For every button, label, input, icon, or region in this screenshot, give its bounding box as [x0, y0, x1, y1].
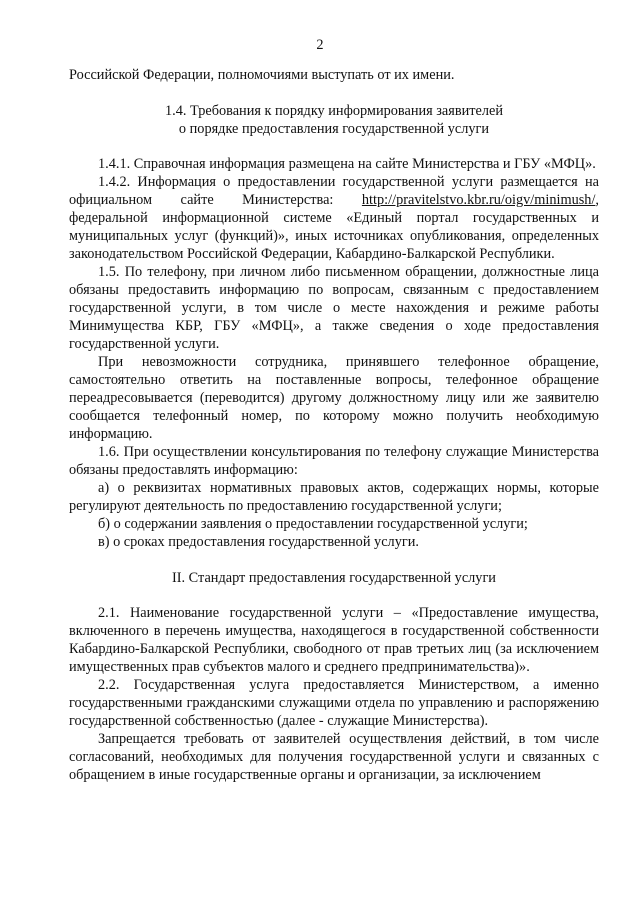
paragraph-2-1: 2.1. Наименование государственной услуги – «Предоставление имущества, включенного в перечень имущества, находящегося в государственной собственности Кабардино-Балкарской Республики, свободного от прав третьих лиц (за исключением имущественных прав субъектов малого и среднего предпринимательства)».	[69, 605, 599, 675]
ministry-website-link[interactable]: http://pravitelstvo.kbr.ru/oigv/minimush/	[361, 192, 596, 208]
list-item-a: а) о реквизитах нормативных правовых актов, содержащих нормы, которые регулируют деятельность по предоставлению государственной услуги;	[69, 480, 599, 514]
section-heading-1-4	[69, 102, 599, 138]
paragraph-2-2: 2.2. Государственная услуга предоставляется Министерством, а именно государственными гражданскими служащими отдела по управлению и распоряжению государственной собственностью (далее - служащие Министерства).	[69, 677, 599, 729]
paragraph-1-4-2-text-b: , федеральной информационной системе «Единый портал государственных и муниципальных услуг (функций)», иных источниках опубликования, определенных законодательством Российской Федерации, Кабардино-Балкарской Республики.	[69, 192, 599, 262]
paragraph-1-6: 1.6. При осуществлении консультирования по телефону служащие Министерства обязаны предоставлять информацию:	[69, 444, 599, 478]
paragraph-1-4-2-text-a: 1.4.2. Информация о предоставлении государственной услуги размещается на официальном сайте Министерства:	[69, 174, 599, 208]
page-number: 2	[316, 37, 324, 53]
paragraph-1-4-1: 1.4.1. Справочная информация размещена на сайте Министерства и ГБУ «МФЦ».	[98, 156, 596, 172]
paragraph-1-4-2	[69, 173, 599, 263]
heading-ii-title: II. Стандарт предоставления государственной услуги	[172, 570, 496, 586]
heading-line-1: 1.4. Требования к порядку информирования заявителей	[165, 103, 503, 119]
list-item-c: в) о сроках предоставления государственной услуги.	[98, 534, 419, 550]
paragraph-2-2-continued: Запрещается требовать от заявителей осуществления действий, в том числе согласований, необходимых для получения государственной услуги и связанных с обращением в иные государственные органы и организации, за исключением	[69, 731, 599, 783]
paragraph-1-5-continued: При невозможности сотрудника, принявшего телефонное обращение, самостоятельно ответить на поставленные вопросы, телефонное обращение переадресовывается (переводится) другому должностному лицу или же заявителю сообщается телефонный номер, по которому можно получить необходимую информацию.	[69, 354, 599, 442]
heading-line-2: о порядке предоставления государственной услуги	[178, 121, 490, 137]
document-body	[69, 66, 599, 784]
paragraph-continuation: Российской Федерации, полномочиями выступать от их имени.	[69, 67, 455, 83]
paragraph-1-5: 1.5. По телефону, при личном либо письменном обращении, должностные лица обязаны предоставить информацию по вопросам, связанным с предоставлением государственной услуги, в том числе о месте нахождения и режиме работы Минимущества КБР, ГБУ «МФЦ», а также сведения о ходе предоставления государственной услуги.	[69, 264, 599, 352]
section-heading-ii	[69, 569, 599, 587]
list-item-b: б) о содержании заявления о предоставлении государственной услуги;	[98, 516, 528, 532]
